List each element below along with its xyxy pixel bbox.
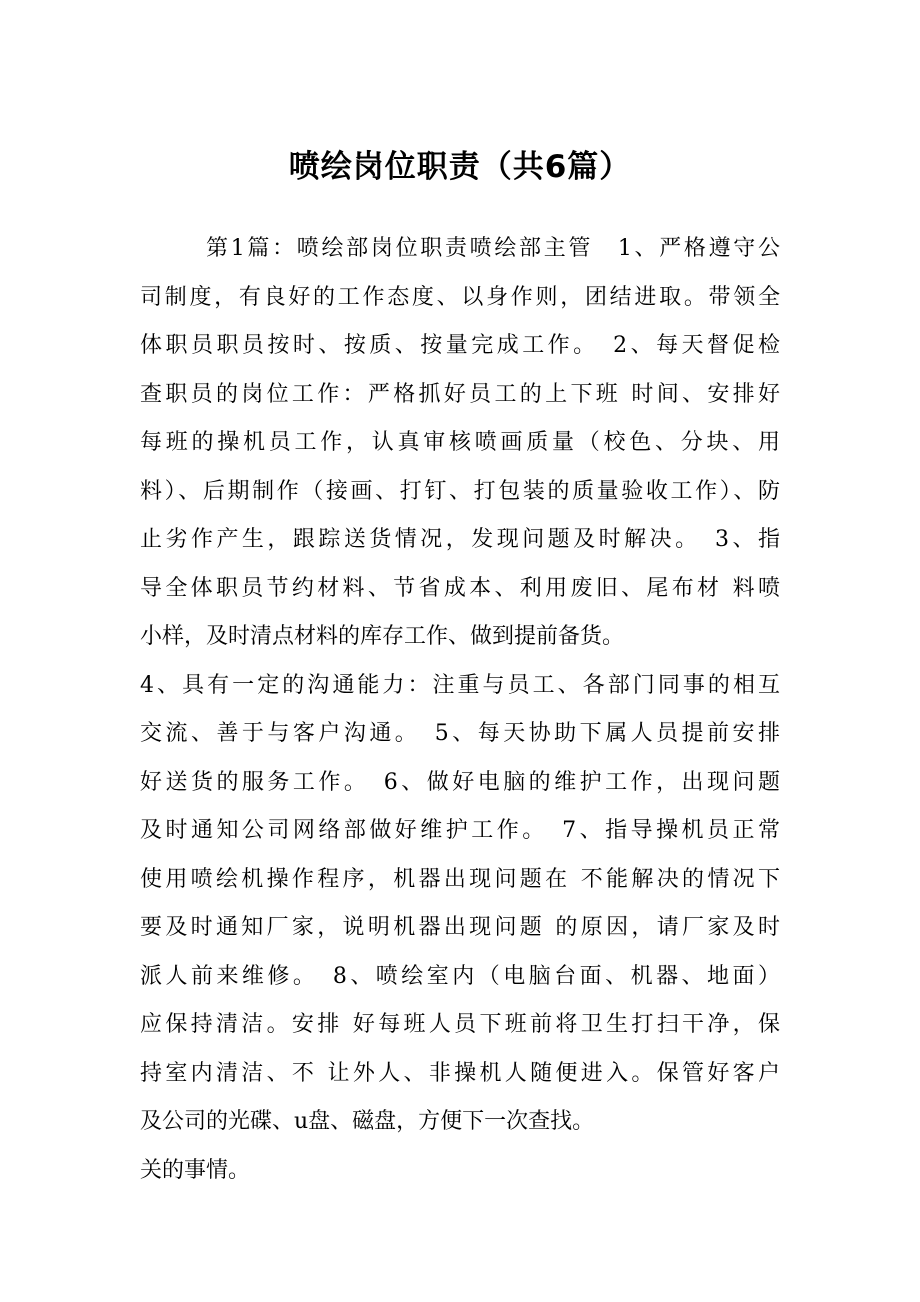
- body-line: 第1篇：喷绘部岗位职责喷绘部主管 1、严格遵守公: [206, 236, 780, 261]
- body-line: 导全体职员节约材料、节省成本、利用废旧、尾布材 料喷: [140, 575, 780, 601]
- body-line: 派人前来维修。 8、喷绘室内（电脑台面、机器、地面）: [140, 963, 780, 989]
- body-line: 及时通知公司网络部做好维护工作。 7、指导操机员正常: [140, 818, 780, 843]
- body-line: 查职员的岗位工作：严格抓好员工的上下班 时间、安排好: [140, 381, 780, 407]
- body-line: 应保持清洁。安排 好每班人员下班前将卫生打扫干净，保: [140, 1012, 780, 1037]
- body-line: 关的事情。: [140, 1157, 251, 1183]
- body-line: 止劣作产生，跟踪送货情况，发现问题及时解决。 3、指: [140, 527, 780, 552]
- body-line: 及公司的光碟、u盘、磁盘，方便下一次查找。: [140, 1109, 595, 1134]
- body-line: 小样，及时清点材料的库存工作、做到提前备货。: [140, 624, 625, 649]
- body-line: 使用喷绘机操作程序，机器出现问题在 不能解决的情况下: [140, 866, 780, 892]
- document-title: 喷绘岗位职责（共6篇）: [288, 149, 632, 185]
- body-line: 持室内清洁、不 让外人、非操机人随便进入。保管好客户: [140, 1060, 780, 1086]
- body-line: 每班的操机员工作，认真审核喷画质量（校色、分块、用: [140, 430, 780, 455]
- body-line: 4、具有一定的沟通能力：注重与员工、各部门同事的相互: [140, 672, 780, 698]
- body-line: 交流、善于与客户沟通。 5、每天协助下属人员提前安排: [140, 721, 780, 746]
- body-line: 司制度，有良好的工作态度、以身作则，团结进取。带领全: [140, 284, 780, 310]
- document-body: [140, 225, 780, 1195]
- body-line: 好送货的服务工作。 6、做好电脑的维护工作，出现问题: [140, 769, 780, 795]
- body-line: 要及时通知厂家，说明机器出现问题 的原因，请厂家及时: [140, 915, 780, 940]
- body-line: 料）、后期制作（接画、打钉、打包装的质量验收工作）、防: [140, 478, 780, 504]
- body-line: 体职员职员按时、按质、按量完成工作。 2、每天督促检: [140, 333, 780, 358]
